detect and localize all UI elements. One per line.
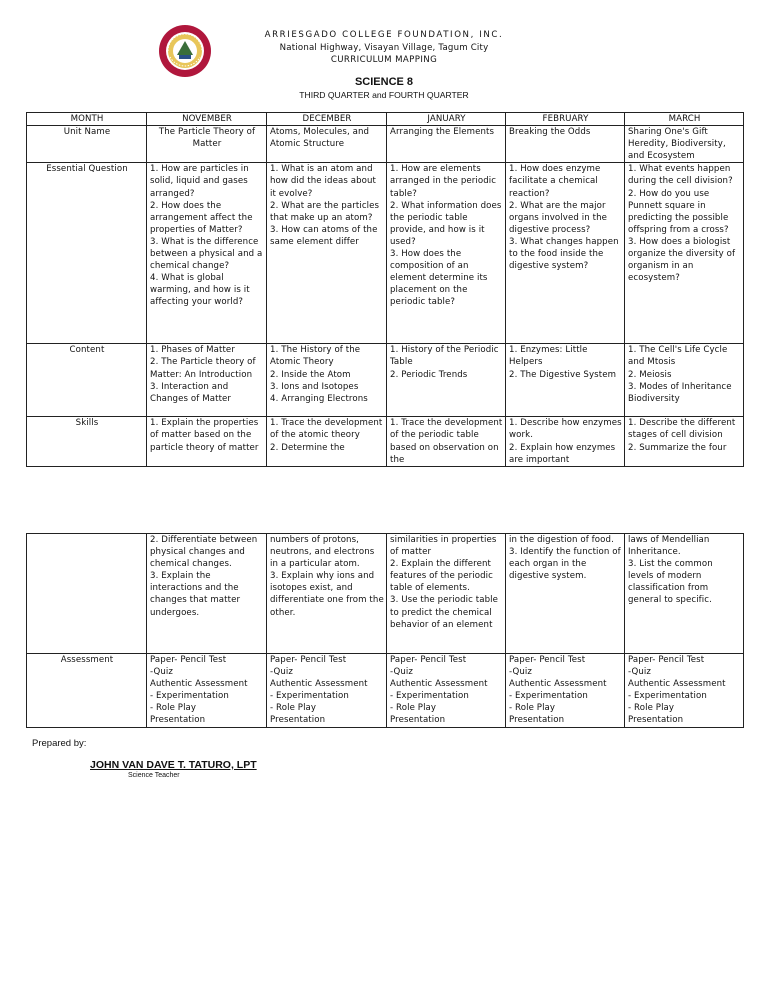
skills-cell: 1. Describe the different stages of cell division 2. Summarize the four xyxy=(625,417,744,466)
content-cell: 1. The History of the Atomic Theory 2. Inside the Atom 3. Ions and Isotopes 4. Arranging Electrons xyxy=(267,344,387,417)
header-november: NOVEMBER xyxy=(147,113,267,126)
essential-question-cell: 1. How does enzyme facilitate a chemical reaction? 2. What are the major organs involved in the digestive process? 3. What changes happen to the food inside the digestive system? xyxy=(506,163,625,344)
unit-cell: Sharing One's Gift Heredity, Biodiversity, and Ecosystem xyxy=(625,126,744,163)
content-cell: 1. History of the Periodic Table 2. Periodic Trends xyxy=(387,344,506,417)
curriculum-map-table-page1 xyxy=(26,112,744,467)
content-cell: 1. The Cell's Life Cycle and Mtosis 2. Meiosis 3. Modes of Inheritance Biodiversity xyxy=(625,344,744,417)
skills-cell: 1. Explain the properties of matter based on the particle theory of matter xyxy=(147,417,267,466)
row-label-content: Content xyxy=(27,344,147,417)
skills-continued-row xyxy=(27,534,744,654)
quarter-subtitle: THIRD QUARTER and FOURTH QUARTER xyxy=(299,90,469,100)
school-name: ARRIESGADO COLLEGE FOUNDATION, INC. xyxy=(264,30,504,40)
prepared-by-label: Prepared by: xyxy=(32,738,87,749)
header-row xyxy=(27,113,744,126)
unit-cell: Atoms, Molecules, and Atomic Structure xyxy=(267,126,387,163)
skills-cell: in the digestion of food. 3. Identify the function of each organ in the digestive system. xyxy=(506,534,625,654)
curriculum-map-table-page2 xyxy=(26,533,744,728)
skills-cell: 1. Trace the development of the periodic table based on observation on the xyxy=(387,417,506,466)
assessment-cell: Paper- Pencil Test -Quiz Authentic Assessment - Experimentation - Role Play Presentation xyxy=(506,654,625,728)
essential-question-cell: 1. How are particles in solid, liquid and gases arranged? 2. How does the arrangement affect the properties of Matter? 3. What is the difference between a physical and a chemical change? 4. What is global warming, and how is it affecting your world? xyxy=(147,163,267,344)
header-march: MARCH xyxy=(625,113,744,126)
unit-name-row xyxy=(27,126,744,163)
skills-row xyxy=(27,417,744,466)
skills-cell: 1. Describe how enzymes work. 2. Explain how enzymes are important xyxy=(506,417,625,466)
assessment-cell: Paper- Pencil Test -Quiz Authentic Assessment - Experimentation - Role Play Presentation xyxy=(625,654,744,728)
preparer-role: Science Teacher xyxy=(128,772,180,779)
header-december: DECEMBER xyxy=(267,113,387,126)
assessment-row xyxy=(27,654,744,728)
assessment-cell: Paper- Pencil Test -Quiz Authentic Assessment - Experimentation - Role Play Presentation xyxy=(147,654,267,728)
assessment-cell: Paper- Pencil Test -Quiz Authentic Assessment - Experimentation - Role Play Presentation xyxy=(267,654,387,728)
subject-title: SCIENCE 8 xyxy=(354,76,414,88)
row-label-essential-question: Essential Question xyxy=(27,163,147,344)
skills-cell: laws of Mendellian Inheritance. 3. List the common levels of modern classification from general to specific. xyxy=(625,534,744,654)
unit-cell: Arranging the Elements xyxy=(387,126,506,163)
essential-question-cell: 1. What is an atom and how did the ideas about it evolve? 2. What are the particles that make up an atom? 3. How can atoms of the same element differ xyxy=(267,163,387,344)
row-label-unit-name: Unit Name xyxy=(27,126,147,163)
header-february: FEBRUARY xyxy=(506,113,625,126)
document-type: CURRICULUM MAPPING xyxy=(330,55,438,65)
essential-question-cell: 1. How are elements arranged in the periodic table? 2. What information does the periodic table provide, and how is it used? 3. How does the composition of an element determine its placement on the periodic table? xyxy=(387,163,506,344)
content-cell: 1. Enzymes: Little Helpers 2. The Digestive System xyxy=(506,344,625,417)
unit-cell: The Particle Theory of Matter xyxy=(147,126,267,163)
unit-cell: Breaking the Odds xyxy=(506,126,625,163)
content-row xyxy=(27,344,744,417)
skills-cell: 1. Trace the development of the atomic theory 2. Determine the xyxy=(267,417,387,466)
content-cell: 1. Phases of Matter 2. The Particle theory of Matter: An Introduction 3. Interaction and Changes of Matter xyxy=(147,344,267,417)
essential-question-cell: 1. What events happen during the cell division? 2. How do you use Punnett square in predicting the possible offspring from a cross? 3. How does a biologist organize the diversity of organism in an ecosystem? xyxy=(625,163,744,344)
essential-question-row xyxy=(27,163,744,344)
row-label-skills-continued xyxy=(27,534,147,654)
row-label-assessment: Assessment xyxy=(27,654,147,728)
header-month: MONTH xyxy=(27,113,147,126)
skills-cell: 2. Differentiate between physical changes and chemical changes. 3. Explain the interactions and the changes that matter undergoes. xyxy=(147,534,267,654)
preparer-name: JOHN VAN DAVE T. TATURO, LPT xyxy=(90,759,257,771)
skills-cell: similarities in properties of matter 2. Explain the different features of the periodic table of elements. 3. Use the periodic table to predict the chemical behavior of an element xyxy=(387,534,506,654)
skills-cell: numbers of protons, neutrons, and electrons in a particular atom. 3. Explain why ions and isotopes exist, and differentiate one from the other. xyxy=(267,534,387,654)
row-label-skills: Skills xyxy=(27,417,147,466)
school-address: National Highway, Visayan Village, Tagum City xyxy=(279,43,489,53)
header-january: JANUARY xyxy=(387,113,506,126)
assessment-cell: Paper- Pencil Test -Quiz Authentic Assessment - Experimentation - Role Play Presentation xyxy=(387,654,506,728)
